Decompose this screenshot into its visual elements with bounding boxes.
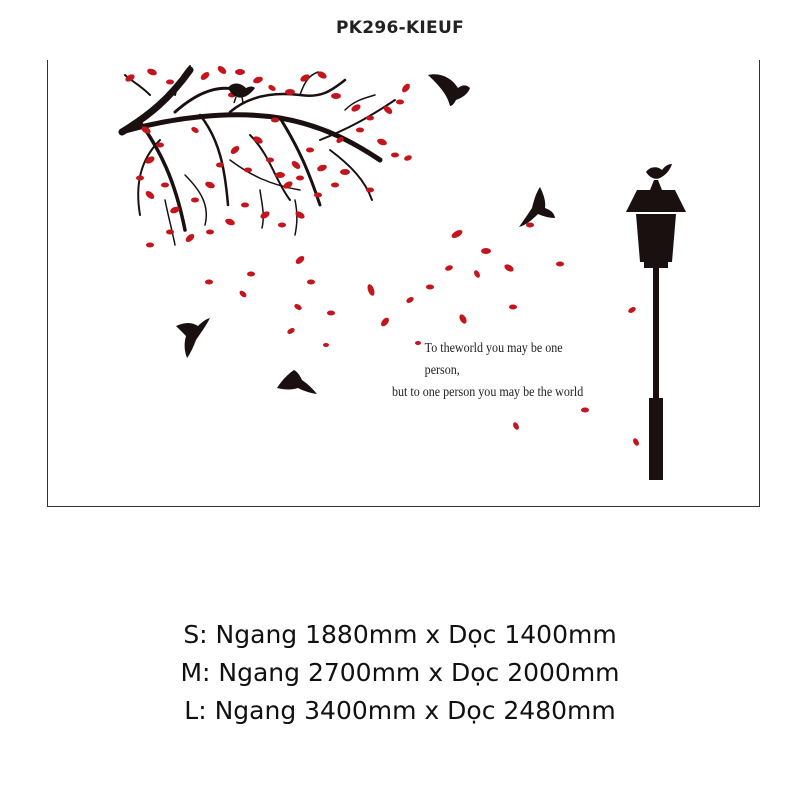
tree-branch-icon bbox=[122, 66, 395, 245]
product-code: PK296-KIEUF bbox=[335, 18, 464, 38]
falling-leaves bbox=[205, 223, 640, 447]
size-option-s: S: Ngang 1880mm x Dọc 1400mm bbox=[183, 620, 617, 649]
quote-line-2: but to one person you may be the world bbox=[392, 385, 584, 400]
size-list bbox=[0, 616, 800, 730]
quote-line-1: To theworld you may be one person, bbox=[424, 341, 563, 378]
size-option-m: M: Ngang 2700mm x Dọc 2000mm bbox=[180, 658, 620, 687]
quote-text bbox=[392, 338, 598, 404]
street-lamp-icon bbox=[626, 180, 686, 480]
size-option-l: L: Ngang 3400mm x Dọc 2480mm bbox=[184, 696, 616, 725]
